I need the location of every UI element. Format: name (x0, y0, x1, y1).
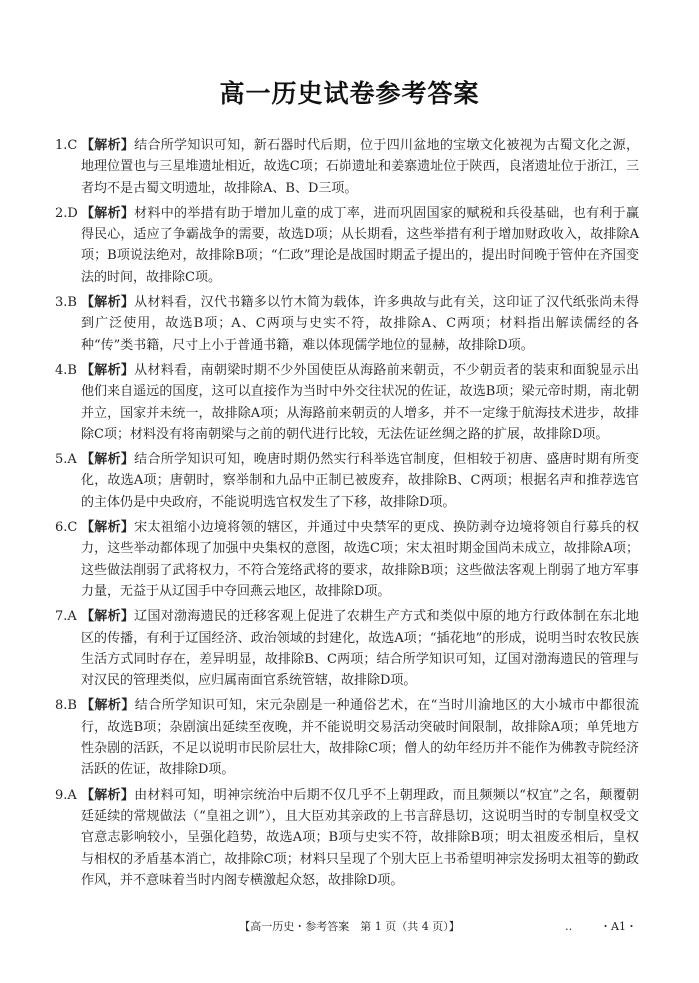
answer-item-7 (55, 606, 639, 691)
answer-text: 结合所学知识可知，宋元杂剧是一种通俗艺术，在“当时川渝地区的大小城市中都很流行，故选B项；杂剧演出延续至夜晚，并不能说明交易活动突破时间限制，故排除A项；单凭地方性杂剧的活跃，不足以说明市民阶层壮大，故排除C项；僧人的幼年经历并不能作为佛教寺院经济活跃的佐证，故排除D项。 (81, 698, 639, 778)
analysis-tag: 【解析】 (81, 205, 135, 221)
analysis-tag: 【解析】 (81, 520, 135, 536)
answer-number: 8.B (55, 698, 77, 714)
analysis-tag: 【解析】 (81, 452, 135, 468)
answer-number: 7.A (55, 609, 77, 625)
answer-text: 从材料看，南朝梁时期不少外国使臣从海路前来朝贡，不少朝贡者的装束和面貌显示出他们来自遥远的国度，这可以直接作为当时中外交往状况的佐证，故选B项；梁元帝时期，南北朝并立，国家并未统一，故排除A项；从海路前来朝贡的人增多，并不一定缘于航海技术进步，故排除C项；材料没有将南朝梁与之前的朝代进行比较，无法佐证丝绸之路的扩展，故排除D项。 (81, 362, 639, 442)
answer-text: 辽国对渤海遗民的迁移客观上促进了农耕生产方式和类似中原的地方行政体制在东北地区的传播，有利于辽国经济、政治领域的封建化，故选A项；“插花地”的形成，说明当时农牧民族生活方式同时存在，差异明显，故排除B、C两项；结合所学知识可知，辽国对渤海遗民的管理与对汉民的管理类似，应归属南面官系统管辖，故排除D项。 (81, 609, 639, 689)
page-title: 高一历史试卷参考答案 (219, 79, 480, 108)
answer-text: 由材料可知，明神宗统治中后期不仅几乎不上朝理政，而且频频以“权宜”之名，颠覆朝廷延续的常规做法（“皇祖之训”），且大臣劝其亲政的上书言辞恳切，这说明当时的专制皇权受文官意志影响较小，呈强化趋势，故选A项；B项与史实不符，故排除B项；明太祖废丞相后，皇权与相权的矛盾基本消亡，故排除C项；材料只呈现了个别大臣上书希望明神宗发扬明太祖等的勤政作风，并不意味着当时内阁专横激起众怒，故排除D项。 (81, 787, 639, 888)
analysis-tag: 【解析】 (81, 787, 135, 803)
answer-number: 3.B (55, 295, 77, 311)
answer-text: 从材料看，汉代书籍多以竹木简为载体，许多典故与此有关，这印证了汉代纸张尚未得到广泛使用，故选B项；A、C两项与史实不符，故排除A、C两项；材料指出解读儒经的各种“传”类书籍，尺寸上小于普通书籍，难以体现儒学地位的显赫，故排除D项。 (81, 295, 639, 353)
answer-item-4 (55, 360, 639, 445)
answer-text: 宋太祖缩小边境将领的辖区，并通过中央禁军的更戍、换防剥夺边境将领自行募兵的权力，这些举动都体现了加强中央集权的意图，故选C项；宋太祖时期金国尚未成立，故排除A项；这些做法削弱了武将权力，不符合笼络武将的要求，故排除B项；这些做法客观上削弱了地方军事力量，无益于从辽国手中夺回燕云地区，故排除D项。 (81, 520, 639, 599)
answer-number: 4.B (55, 362, 77, 378)
answer-number: 1.C (55, 138, 78, 153)
footer-code: ・A1・ (600, 920, 637, 933)
footer-dots: ‥ (565, 920, 574, 933)
answer-item-3 (55, 292, 639, 356)
answer-item-5 (55, 449, 639, 513)
answer-list (55, 135, 639, 895)
analysis-tag: 【解析】 (81, 362, 135, 378)
analysis-tag: 【解析】 (81, 295, 135, 311)
answer-item-2 (55, 203, 639, 288)
answer-number: 5.A (55, 452, 77, 468)
answer-number: 6.C (55, 520, 78, 536)
analysis-tag: 【解析】 (81, 698, 135, 714)
answer-text: 结合所学知识可知，新石器时代后期，位于四川盆地的宝墩文化被视为古蜀文化之源，地理位置也与三星堆遗址相近，故选C项；石峁遗址和姜寨遗址位于陕西，良渚遗址位于浙江，三者均不是古蜀文明遗址，故排除A、B、D三项。 (81, 138, 639, 196)
answer-item-6 (55, 517, 639, 602)
footer-page-info: 【高一历史・参考答案 第 1 页（共 4 页）】 (239, 920, 460, 933)
answer-text: 结合所学知识可知，晚唐时期仍然实行科举选官制度，但相较于初唐、盛唐时期有所变化，故选A项；唐朝时，察举制和九品中正制已被废弃，故排除B、C两项；根据名声和推荐选官的主体仍是中央政府，不能说明选官权发生了下移，故排除D项。 (81, 452, 639, 510)
answer-item-9 (55, 785, 639, 891)
answer-item-1 (55, 135, 639, 199)
answer-item-8 (55, 695, 639, 780)
answer-number: 2.D (55, 205, 78, 221)
answer-text: 材料中的举措有助于增加儿童的成丁率，进而巩固国家的赋税和兵役基础，也有利于赢得民心，适应了争霸战争的需要，故选D项；从长期看，这些举措有利于增加财政收入，故排除A项；B项说法绝对，故排除B项；“仁政”理论是战国时期孟子提出的，提出时间晚于管仲在齐国变法的时间，故排除C项。 (81, 205, 639, 285)
analysis-tag: 【解析】 (81, 138, 135, 153)
answer-number: 9.A (55, 787, 77, 803)
analysis-tag: 【解析】 (81, 609, 135, 625)
